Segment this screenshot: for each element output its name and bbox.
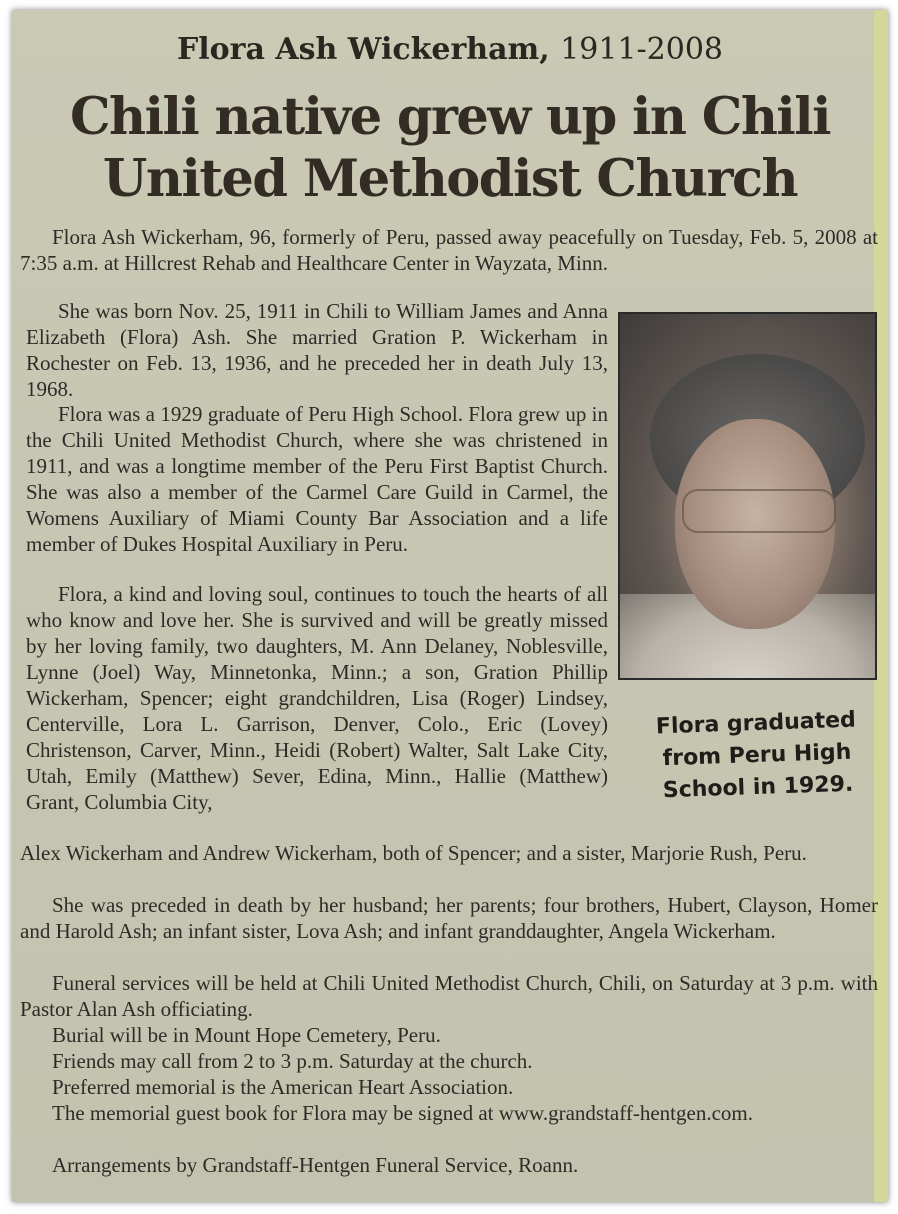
paragraph-visitation: Friends may call from 2 to 3 p.m. Saturday at the church.	[52, 1049, 533, 1073]
paragraph-memorial: Preferred memorial is the American Heart Association.	[52, 1075, 514, 1099]
newspaper-clipping	[12, 10, 888, 1202]
photo-glasses-shape	[682, 489, 836, 533]
byline-name: Flora Ash Wickerham,	[176, 32, 550, 67]
photo-caption: Flora graduated from Peru High School in 1929.	[655, 707, 857, 804]
paragraph-guestbook: The memorial guest book for Flora may be signed at www.grandstaff-hentgen.com.	[52, 1101, 753, 1125]
headline	[12, 86, 888, 210]
headline-line-2: United Methodist Church	[102, 149, 798, 209]
paragraph-survivors: Flora, a kind and loving soul, continues to touch the hearts of all who know and love her. She is survived and will be greatly missed by her loving family, two daughters, M. Ann Delaney, Noblesville, Lynne (Joel) Way, Minnetonka, Minn.; a son, Gration Phillip Wickerham, Spencer; eight grandchildren, Lisa (Roger) Lindsey, Centerville, Lora L. Garrison, Denver, Colo., Eric (Lovey) Christenson, Carver, Minn., Heidi (Robert) Walter, Salt Lake City, Utah, Emily (Matthew) Sever, Edina, Minn., Hallie (Matthew) Grant, Columbia City,	[26, 582, 608, 814]
paragraph-burial: Burial will be in Mount Hope Cemetery, Peru.	[52, 1023, 441, 1047]
paragraph-funeral: Funeral services will be held at Chili United Methodist Church, Chili, on Saturday at 3 p.m. with Pastor Alan Ash officiating.	[20, 971, 878, 1021]
paragraph-birth: She was born Nov. 25, 1911 in Chili to William James and Anna Elizabeth (Flora) Ash. She married Gration P. Wickerham in Rochester on Feb. 13, 1936, and he preceded her in death July 13, 1968.	[26, 299, 608, 401]
byline-years: 1911-2008	[560, 32, 724, 67]
paragraph-education: Flora was a 1929 graduate of Peru High School. Flora grew up in the Chili United Methodist Church, where she was christened in 1911, and was a longtime member of the Peru First Baptist Church. She was also a member of the Carmel Care Guild in Carmel, the Womens Auxiliary of Miami County Bar Association and a life member of Dukes Hospital Auxiliary in Peru.	[26, 402, 608, 556]
paragraph-intro: Flora Ash Wickerham, 96, formerly of Peru, passed away peacefully on Tuesday, Feb. 5, 2008 at 7:35 a.m. at Hillcrest Rehab and Healthcare Center in Wayzata, Minn.	[20, 225, 878, 275]
headline-line-1: Chili native grew up in Chili	[69, 87, 831, 147]
portrait-photo	[618, 312, 877, 680]
paragraph-preceded: She was preceded in death by her husband; her parents; four brothers, Hubert, Clayson, Homer and Harold Ash; an infant sister, Lova Ash; and infant granddaughter, Angela Wickerham.	[20, 893, 878, 943]
paragraph-arrangements: Arrangements by Grandstaff-Hentgen Funeral Service, Roann.	[52, 1153, 579, 1177]
paragraph-survivors-cont: Alex Wickerham and Andrew Wickerham, both of Spencer; and a sister, Marjorie Rush, Peru.	[20, 841, 807, 865]
obituary-byline	[12, 32, 888, 67]
